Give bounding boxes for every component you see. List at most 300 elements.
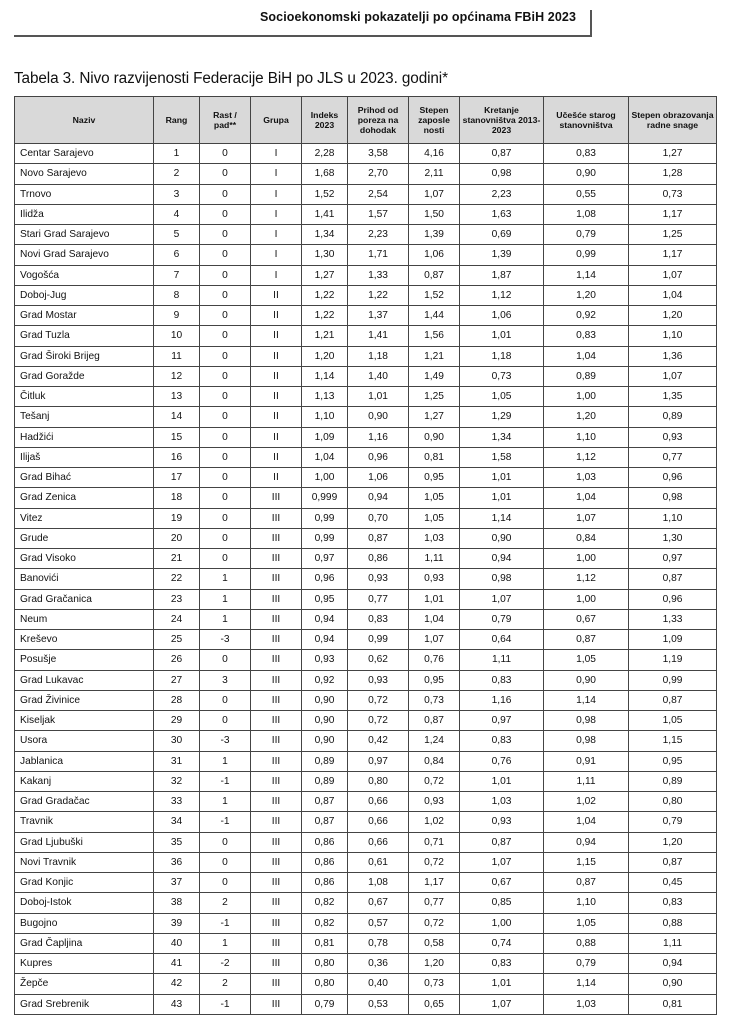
- table-cell: 1,01: [409, 589, 460, 609]
- table-cell: 22: [154, 569, 200, 589]
- table-cell: 1,40: [348, 366, 409, 386]
- table-cell: 0,88: [544, 933, 629, 953]
- table-cell: 38: [154, 893, 200, 913]
- table-row: [15, 387, 717, 407]
- table-cell: 16: [154, 447, 200, 467]
- table-cell: 1,11: [409, 549, 460, 569]
- municipality-name-cell: Čitluk: [15, 387, 154, 407]
- table-cell: II: [251, 468, 302, 488]
- table-cell: 1,10: [544, 893, 629, 913]
- table-cell: 0,95: [409, 670, 460, 690]
- table-cell: 0,64: [460, 630, 544, 650]
- table-cell: 1,11: [629, 933, 717, 953]
- table-cell: 1,01: [460, 974, 544, 994]
- table-cell: 0,78: [348, 933, 409, 953]
- table-cell: 1,00: [460, 913, 544, 933]
- table-cell: 0,93: [348, 569, 409, 589]
- table-cell: 0,96: [629, 468, 717, 488]
- table-cell: III: [251, 751, 302, 771]
- table-row: [15, 346, 717, 366]
- table-cell: 10: [154, 326, 200, 346]
- table-cell: 1,01: [460, 468, 544, 488]
- table-row: [15, 832, 717, 852]
- table-cell: 1,12: [544, 447, 629, 467]
- table-cell: 14: [154, 407, 200, 427]
- table-cell: 1,05: [409, 508, 460, 528]
- table-cell: 0,96: [302, 569, 348, 589]
- table-cell: 0,83: [460, 670, 544, 690]
- municipality-name-cell: Doboj-Istok: [15, 893, 154, 913]
- table-cell: 1,68: [302, 164, 348, 184]
- table-cell: 0,83: [460, 731, 544, 751]
- table-cell: 1,12: [544, 569, 629, 589]
- table-cell: III: [251, 771, 302, 791]
- municipality-name-cell: Kiseljak: [15, 711, 154, 731]
- table-cell: 0,55: [544, 184, 629, 204]
- table-cell: 0,79: [629, 812, 717, 832]
- table-cell: 1,15: [629, 731, 717, 751]
- table-cell: 1,06: [460, 306, 544, 326]
- table-cell: 0,90: [302, 731, 348, 751]
- header-divider-vertical: [590, 10, 592, 37]
- table-cell: 0,93: [460, 812, 544, 832]
- table-row: [15, 468, 717, 488]
- table-cell: 0: [200, 468, 251, 488]
- table-cell: 0: [200, 285, 251, 305]
- table-cell: III: [251, 549, 302, 569]
- table-cell: II: [251, 366, 302, 386]
- table-cell: 0,82: [302, 893, 348, 913]
- table-cell: 39: [154, 913, 200, 933]
- table-cell: -1: [200, 812, 251, 832]
- table-cell: 0,90: [302, 711, 348, 731]
- header-title: Socioekonomski pokazatelji po općinama FBiH 2023: [260, 10, 576, 24]
- table-cell: 1,52: [302, 184, 348, 204]
- table-cell: 1,03: [409, 528, 460, 548]
- table-cell: 1,18: [348, 346, 409, 366]
- table-cell: III: [251, 690, 302, 710]
- table-cell: 6: [154, 245, 200, 265]
- table-row: [15, 549, 717, 569]
- table-cell: 0: [200, 245, 251, 265]
- table-cell: 0,86: [302, 832, 348, 852]
- municipality-name-cell: Grad Mostar: [15, 306, 154, 326]
- table-cell: 0,87: [460, 144, 544, 164]
- table-cell: -2: [200, 954, 251, 974]
- table-cell: 1,04: [544, 346, 629, 366]
- table-cell: 24: [154, 609, 200, 629]
- table-cell: 0,45: [629, 873, 717, 893]
- table-caption: Tabela 3. Nivo razvijenosti Federacije BiH po JLS u 2023. godini*: [14, 70, 448, 87]
- table-cell: 1,41: [302, 204, 348, 224]
- table-cell: 1,10: [629, 326, 717, 346]
- table-cell: II: [251, 427, 302, 447]
- table-cell: 1,05: [544, 913, 629, 933]
- table-row: [15, 852, 717, 872]
- table-cell: II: [251, 407, 302, 427]
- table-cell: II: [251, 346, 302, 366]
- table-cell: 0,87: [544, 630, 629, 650]
- table-cell: 7: [154, 265, 200, 285]
- table-cell: 1: [154, 144, 200, 164]
- table-cell: III: [251, 609, 302, 629]
- municipality-name-cell: Ilidža: [15, 204, 154, 224]
- table-cell: 0,93: [348, 670, 409, 690]
- table-cell: 0: [200, 488, 251, 508]
- table-cell: 0,95: [409, 468, 460, 488]
- table-cell: 0,80: [348, 771, 409, 791]
- table-cell: 36: [154, 852, 200, 872]
- table-cell: 0: [200, 528, 251, 548]
- table-cell: 1,30: [629, 528, 717, 548]
- table-cell: III: [251, 893, 302, 913]
- table-cell: 17: [154, 468, 200, 488]
- table-cell: 1,13: [302, 387, 348, 407]
- municipality-name-cell: Grad Čapljina: [15, 933, 154, 953]
- table-cell: 1,06: [348, 468, 409, 488]
- table-cell: 1,03: [544, 468, 629, 488]
- table-cell: 0,80: [629, 792, 717, 812]
- table-cell: 1: [200, 751, 251, 771]
- table-cell: 1,08: [544, 204, 629, 224]
- table-cell: 1,27: [302, 265, 348, 285]
- municipality-name-cell: Grad Goražde: [15, 366, 154, 386]
- table-cell: 1,10: [302, 407, 348, 427]
- table-cell: 27: [154, 670, 200, 690]
- table-cell: 20: [154, 528, 200, 548]
- table-cell: 0,90: [544, 164, 629, 184]
- municipality-name-cell: Kreševo: [15, 630, 154, 650]
- table-cell: II: [251, 387, 302, 407]
- table-cell: II: [251, 447, 302, 467]
- table-cell: 21: [154, 549, 200, 569]
- table-cell: 0,99: [302, 528, 348, 548]
- municipality-name-cell: Grad Zenica: [15, 488, 154, 508]
- table-cell: 0,67: [544, 609, 629, 629]
- table-cell: 0,53: [348, 994, 409, 1014]
- table-cell: II: [251, 306, 302, 326]
- table-row: [15, 711, 717, 731]
- table-cell: 29: [154, 711, 200, 731]
- table-row: [15, 528, 717, 548]
- table-cell: 1,02: [409, 812, 460, 832]
- municipality-name-cell: Centar Sarajevo: [15, 144, 154, 164]
- table-cell: 3,58: [348, 144, 409, 164]
- table-header: [15, 97, 717, 144]
- table-cell: I: [251, 265, 302, 285]
- table-cell: 0,58: [409, 933, 460, 953]
- municipality-name-cell: Usora: [15, 731, 154, 751]
- table-cell: 0,97: [302, 549, 348, 569]
- table-cell: III: [251, 731, 302, 751]
- table-cell: 0,66: [348, 832, 409, 852]
- table-cell: 2,54: [348, 184, 409, 204]
- table-cell: 33: [154, 792, 200, 812]
- table-cell: 0,94: [348, 488, 409, 508]
- table-cell: 0,97: [629, 549, 717, 569]
- table-cell: 1,20: [302, 346, 348, 366]
- table-cell: 0,92: [302, 670, 348, 690]
- table-cell: 1,06: [409, 245, 460, 265]
- table-cell: 1,58: [460, 447, 544, 467]
- table-cell: 1,04: [544, 812, 629, 832]
- table-cell: 0,90: [629, 974, 717, 994]
- table-cell: 1,28: [629, 164, 717, 184]
- table-cell: 0,93: [302, 650, 348, 670]
- table-cell: 0,87: [629, 569, 717, 589]
- table-cell: 3: [154, 184, 200, 204]
- table-cell: 0: [200, 690, 251, 710]
- table-row: [15, 366, 717, 386]
- table-cell: -3: [200, 630, 251, 650]
- table-cell: 1,01: [460, 771, 544, 791]
- municipality-name-cell: Jablanica: [15, 751, 154, 771]
- table-cell: 1,11: [460, 650, 544, 670]
- table-cell: 1,39: [460, 245, 544, 265]
- table-row: [15, 447, 717, 467]
- table-cell: 1,04: [544, 488, 629, 508]
- table-cell: 0,87: [629, 852, 717, 872]
- table-cell: 0,79: [460, 609, 544, 629]
- table-cell: 0,89: [629, 407, 717, 427]
- column-header: Rast / pad**: [200, 97, 251, 144]
- table-cell: 1,11: [544, 771, 629, 791]
- table-cell: 0,74: [460, 933, 544, 953]
- table-cell: III: [251, 569, 302, 589]
- table-cell: 1,08: [348, 873, 409, 893]
- table-cell: 0: [200, 852, 251, 872]
- table-cell: 0: [200, 225, 251, 245]
- table-cell: 0,93: [629, 427, 717, 447]
- table-cell: 1,22: [302, 285, 348, 305]
- table-cell: 0: [200, 144, 251, 164]
- table-cell: 1,07: [409, 184, 460, 204]
- table-cell: I: [251, 204, 302, 224]
- table-cell: 0,71: [409, 832, 460, 852]
- table-cell: 1,09: [629, 630, 717, 650]
- table-cell: III: [251, 994, 302, 1014]
- municipality-name-cell: Grad Lukavac: [15, 670, 154, 690]
- table-cell: -1: [200, 913, 251, 933]
- table-cell: 1,17: [629, 204, 717, 224]
- table-cell: 1,07: [629, 366, 717, 386]
- table-cell: 0,67: [460, 873, 544, 893]
- table-cell: 4: [154, 204, 200, 224]
- table-cell: III: [251, 670, 302, 690]
- table-cell: 1,18: [460, 346, 544, 366]
- table-cell: 1,27: [409, 407, 460, 427]
- table-cell: 0,87: [409, 711, 460, 731]
- table-cell: III: [251, 589, 302, 609]
- development-table: [14, 96, 717, 1015]
- table-cell: 1,17: [629, 245, 717, 265]
- page-header: [14, 10, 656, 36]
- table-cell: 0: [200, 711, 251, 731]
- table-cell: 0,81: [302, 933, 348, 953]
- table-cell: 0: [200, 650, 251, 670]
- table-cell: III: [251, 528, 302, 548]
- table-cell: 0,93: [409, 569, 460, 589]
- table-cell: III: [251, 630, 302, 650]
- table-cell: 1,52: [409, 285, 460, 305]
- column-header: Rang: [154, 97, 200, 144]
- table-cell: 1,14: [460, 508, 544, 528]
- table-cell: 25: [154, 630, 200, 650]
- table-cell: 1,00: [544, 549, 629, 569]
- table-row: [15, 407, 717, 427]
- table-cell: 1: [200, 933, 251, 953]
- table-cell: 1,36: [629, 346, 717, 366]
- table-cell: 11: [154, 346, 200, 366]
- table-cell: 0,91: [544, 751, 629, 771]
- table-cell: 1,34: [460, 427, 544, 447]
- table-cell: 1: [200, 792, 251, 812]
- table-cell: 1,14: [544, 974, 629, 994]
- municipality-name-cell: Novo Sarajevo: [15, 164, 154, 184]
- table-cell: 0,90: [460, 528, 544, 548]
- table-cell: 0: [200, 549, 251, 569]
- table-cell: 0,94: [629, 954, 717, 974]
- table-cell: 0,79: [544, 954, 629, 974]
- table-cell: 0,79: [544, 225, 629, 245]
- table-cell: 0,95: [302, 589, 348, 609]
- municipality-name-cell: Banovići: [15, 569, 154, 589]
- table-cell: III: [251, 650, 302, 670]
- table-row: [15, 306, 717, 326]
- table-cell: 0: [200, 387, 251, 407]
- table-cell: 0,86: [302, 873, 348, 893]
- table-cell: 0,65: [409, 994, 460, 1014]
- table-cell: 0,89: [544, 366, 629, 386]
- table-cell: 0: [200, 366, 251, 386]
- table-row: [15, 589, 717, 609]
- municipality-name-cell: Žepče: [15, 974, 154, 994]
- table-cell: 0,90: [544, 670, 629, 690]
- table-cell: 1,21: [409, 346, 460, 366]
- table-cell: 0,76: [409, 650, 460, 670]
- table-cell: 35: [154, 832, 200, 852]
- table-row: [15, 609, 717, 629]
- table-cell: 0,84: [544, 528, 629, 548]
- table-row: [15, 690, 717, 710]
- table-cell: 0,98: [544, 711, 629, 731]
- table-cell: 0,89: [302, 751, 348, 771]
- table-row: [15, 326, 717, 346]
- table-cell: 1,25: [409, 387, 460, 407]
- municipality-name-cell: Ilijaš: [15, 447, 154, 467]
- municipality-name-cell: Vogošća: [15, 265, 154, 285]
- table-cell: I: [251, 144, 302, 164]
- table-cell: 41: [154, 954, 200, 974]
- table-cell: 0,83: [629, 893, 717, 913]
- table-cell: 0: [200, 184, 251, 204]
- table-cell: 0,99: [348, 630, 409, 650]
- table-cell: 0,89: [629, 771, 717, 791]
- table-cell: 0,87: [302, 792, 348, 812]
- table-cell: 37: [154, 873, 200, 893]
- table-cell: II: [251, 326, 302, 346]
- table-cell: 0,73: [629, 184, 717, 204]
- table-cell: 1,04: [302, 447, 348, 467]
- table-cell: 1,07: [460, 994, 544, 1014]
- table-cell: 0,73: [460, 366, 544, 386]
- table-cell: 1,27: [629, 144, 717, 164]
- table-cell: 2,28: [302, 144, 348, 164]
- table-cell: 1,14: [544, 690, 629, 710]
- table-cell: 0,83: [348, 609, 409, 629]
- table-row: [15, 265, 717, 285]
- table-cell: 0: [200, 407, 251, 427]
- table-cell: 1,20: [544, 285, 629, 305]
- table-cell: 1,15: [544, 852, 629, 872]
- table-cell: 1,03: [544, 994, 629, 1014]
- header-row: [15, 97, 717, 144]
- municipality-name-cell: Kupres: [15, 954, 154, 974]
- table-row: [15, 731, 717, 751]
- table-cell: 1,14: [544, 265, 629, 285]
- table-cell: 1,03: [460, 792, 544, 812]
- table-cell: 0,62: [348, 650, 409, 670]
- table-cell: 0,83: [544, 326, 629, 346]
- table-cell: I: [251, 184, 302, 204]
- table-cell: 0: [200, 873, 251, 893]
- header-divider-horizontal: [14, 35, 590, 37]
- table-cell: 0,99: [544, 245, 629, 265]
- table-cell: 2,70: [348, 164, 409, 184]
- table-cell: 0,77: [409, 893, 460, 913]
- table-cell: 0,87: [629, 690, 717, 710]
- table-cell: 1,07: [629, 265, 717, 285]
- table-cell: 0,72: [409, 913, 460, 933]
- table-cell: 1,50: [409, 204, 460, 224]
- table-cell: 1,19: [629, 650, 717, 670]
- table-cell: 26: [154, 650, 200, 670]
- table-cell: -3: [200, 731, 251, 751]
- column-header: Grupa: [251, 97, 302, 144]
- municipality-name-cell: Grad Visoko: [15, 549, 154, 569]
- table-row: [15, 508, 717, 528]
- municipality-name-cell: Doboj-Jug: [15, 285, 154, 305]
- table-cell: 0: [200, 265, 251, 285]
- table-cell: 1,30: [302, 245, 348, 265]
- table-cell: 1,07: [460, 589, 544, 609]
- table-cell: 0,72: [348, 690, 409, 710]
- table-cell: 0: [200, 306, 251, 326]
- column-header: Učešće starog stanovništva: [544, 97, 629, 144]
- table-row: [15, 812, 717, 832]
- table-cell: 1,10: [629, 508, 717, 528]
- table-cell: 30: [154, 731, 200, 751]
- table-cell: 0,87: [409, 265, 460, 285]
- table-cell: 0,66: [348, 812, 409, 832]
- table-cell: 2,23: [348, 225, 409, 245]
- table-cell: 0,93: [409, 792, 460, 812]
- table-cell: 1,05: [409, 488, 460, 508]
- table-cell: 0,84: [409, 751, 460, 771]
- table-row: [15, 225, 717, 245]
- table-cell: 8: [154, 285, 200, 305]
- table-cell: 0,36: [348, 954, 409, 974]
- table-cell: 0,40: [348, 974, 409, 994]
- table-cell: 1: [200, 609, 251, 629]
- table-cell: 1,05: [460, 387, 544, 407]
- table-cell: I: [251, 245, 302, 265]
- table-cell: 1,05: [629, 711, 717, 731]
- table-cell: 0: [200, 164, 251, 184]
- table-cell: 1,01: [348, 387, 409, 407]
- table-row: [15, 913, 717, 933]
- table-row: [15, 670, 717, 690]
